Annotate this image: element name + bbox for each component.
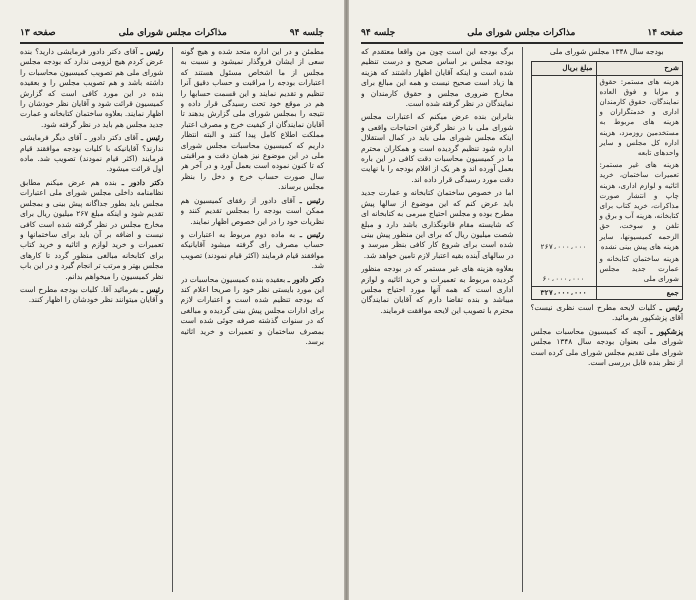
table-total-row [531, 286, 683, 299]
paragraph: دکتر دادور ـ بعقیده بنده کمیسیون محاسبات در این مورد بایستی نظر خود را صریحا اعلام کند که بودجه تنظیم شده است و اعتبارات لازم برای ادارات مجلس پیش بینی گردیده و مبالغی که در سنوات گذشته صرفه جوئی شده است بمصرف ساختمان و تعمیرات و خرید اثاثیه برسد. [180, 274, 324, 346]
paragraph: دکتر دادور ـ بنده هم عرض میکنم مطابق نظامنامه داخلی مجلس شورای ملی اعتبارات مجلس باید بطور جداگانه پیش بینی و بمجلس تقدیم شود و اینکه مبلغ ۲۶۷ میلیون ریال برای مخارج مجلس در نظر گرفته شده است کافی نیست و اضافه بر آن باید برای ساختمانها و تعمیرات و خرید لوازم و اثاثیه و خرید کتاب برای کتابخانه مبالغی منظور گردد تا کارهای مجلس بهتر و مرتب تر انجام گیرد و در این باب نظر کمیسیون را میخواهم بدانم. [20, 177, 164, 281]
budget-heading: بودجه سال ۱۳۴۸ مجلس شورای ملی [549, 47, 664, 56]
left-header-rule [20, 42, 324, 44]
right-page-title: مذاکرات مجلس شورای ملی [467, 28, 576, 38]
table-cell-desc: هزینه ساختمان کتابخانه و عمارت جدید مجلس شورای ملی [596, 253, 683, 286]
table-total-amount: ۳۲۷،۰۰۰،۰۰۰ [531, 286, 596, 299]
right-page-session: جلسه ۹۴ [361, 28, 396, 38]
column-divider [522, 47, 523, 592]
table-cell-amount [531, 75, 596, 159]
table-total-label: جمع [596, 286, 683, 299]
paragraph: رئیس ـ آقای دادور از رفقای کمیسیون هم ممکن است بودجه را بمجلس تقدیم کنند و نظریات خود را در این خصوص اظهار نمایند. [180, 195, 324, 226]
left-page [0, 0, 344, 600]
column-divider [172, 47, 173, 592]
left-page-session: جلسه ۹۴ [289, 28, 324, 38]
after-table-text [531, 303, 684, 368]
table-header-amount: مبلغ بریال [531, 62, 596, 75]
right-page-left-column [361, 47, 514, 592]
paragraph: رئیس ـ به ماده دوم مربوط به اعتبارات و حساب مصرف رای گرفته میشود آقایانیکه موافقند قیام فرمایند (اکثر قیام نمودند) تصویب شد. [180, 229, 324, 271]
left-page-number: صفحه ۱۳ [20, 28, 56, 38]
paragraph: رئیس ـ بفرمائید آقا. کلیات بودجه مطرح است و آقایان میتوانند نظر خودشان را اظهار کنند. [20, 284, 164, 305]
right-page-columns [361, 47, 683, 592]
right-page-right-column [531, 47, 684, 592]
paragraph: اما در خصوص ساختمان کتابخانه و عمارت جدید باید عرض کنم که این موضوع از سالها پیش مطرح بوده و مجلس احتیاج مبرمی به کتابخانه ای که شایسته مقام قانونگذاری باشد دارد و مبلغ شصت میلیون ریال که برای این منظور پیش بینی شده است برای شروع کار کافی بنظر میرسد و در سالهای آینده بقیه اعتبار لازم تامین خواهد شد. [361, 188, 514, 260]
budget-table [531, 61, 684, 299]
paragraph: بنابراین بنده عرض میکنم که اعتبارات مجلس شورای ملی با در نظر گرفتن احتیاجات واقعی و اینکه مجلس شورای ملی باید در کمال استقلال اداره شود تنظیم گردیده است و همکاران محترم ما در کمیسیون محاسبات دقت کافی در این باره بعمل آورده اند و هر یک از اقلام بودجه را با نهایت دقت مورد رسیدگی قرار داده اند. [361, 112, 514, 184]
left-page-columns [20, 47, 324, 592]
left-page-left-column [20, 47, 164, 592]
table-cell-amount: ۲۶۷،۰۰۰،۰۰۰ [531, 159, 596, 253]
left-page-header [20, 26, 324, 40]
table-cell-desc: هزینه های مستمر: حقوق و مزایا و فوق العاده نمایندگان، حقوق کارمندان اداری و خدمتگزاران و هزینه های مربوط به مستخدمین روزمزد، هزینه اداره کل مجلس و سایر واحدهای تابعه [596, 75, 683, 159]
right-page-header [361, 26, 683, 40]
table-header-desc: شرح [596, 62, 683, 75]
paragraph: رئیس ـ کلیات لایحه مطرح است نظری نیست؟ آقای پزشکپور بفرمائید. [530, 302, 683, 323]
table-row [531, 253, 683, 286]
left-page-title: مذاکرات مجلس شورای ملی [118, 28, 227, 38]
table-header-row [531, 62, 683, 75]
table-cell-amount: ۶۰،۰۰۰،۰۰۰ [531, 253, 596, 286]
right-page [349, 0, 696, 600]
paragraph: برگ بودجه این است چون من واقعا معتقدم که بودجه مجلس بر اساس صحیح و درست تنظیم شده است و اینکه آقایان اظهار داشتند که هزینه ها زیاد است صحیح نیست و همه این مبالغ برای مخارج ضروری مجلس و حقوق کارمندان و نمایندگان در نظر گرفته شده است. [361, 47, 514, 109]
right-page-number: صفحه ۱۴ [647, 28, 683, 38]
left-page-right-column [181, 47, 325, 592]
paragraph: پزشکپور ـ آنچه که کمیسیون محاسبات مجلس شورای ملی بعنوان بودجه سال ۱۳۴۸ مجلس شورای ملی تقدیم مجلس شورای ملی کرده است از نظر بنده قابل بررسی است. [530, 326, 683, 367]
table-cell-desc: هزینه های غیر مستمر: تعمیرات ساختمان، خرید اثاثیه و لوازم اداری، هزینه چاپ و انتشار صورت مذاکرات، خرید کتاب برای کتابخانه، هزینه آب و برق و تلفن و سوخت، حق الزحمه کمیسیونها، سایر هزینه های پیش بینی نشده [596, 159, 683, 253]
paragraph: بعلاوه هزینه های غیر مستمر که در بودجه منظور گردیده مربوط به تعمیرات و خرید اثاثیه و لوازم اداری است که همه آنها مورد احتیاج مجلس میباشد و بنده تقاضا دارم که آقایان نمایندگان محترم با تصویب این لایحه موافقت فرمایند. [361, 264, 514, 315]
table-row [531, 75, 683, 159]
right-header-rule [361, 42, 683, 44]
paragraph: رئیس ـ آقای دکتر دادور ـ آقای دیگر فرمایشی ندارند؟ آقایانیکه با کلیات بودجه موافقند قیام فرمایند (اکثر قیام نمودند) تصویب شد. ماده اول قرائت میشود. [20, 133, 164, 174]
paragraph: مطمئن و در این اداره متحد شده و هیچ گونه سعی از ایشان فروگذار نمیشود و نسبت به مجلس از ما اشخاص مسئول هستند که اعتبارات بودجه را مراقبت و حساب دقیق آنرا تنظیم و تقدیم نمایند و این قسمت حسابها را هم در موقع خود تحت رسیدگی قرار داده و نتیجه را بمجلس شورای ملی گزارش بدهند تا آقایان نمایندگان از کیفیت خرج و مصرف اعتبار مملکت اطلاع کامل پیدا کنند و البته انتظار داریم که کمیسیون محاسبات مجلس شورای ملی در این موضوع نیز همان دقت و مراقبتی که تا کنون نموده است بعمل آورد و در آخر هر سال صورت حساب خرج و دخل را بنظر مجلس برساند. [180, 47, 324, 192]
table-row [531, 159, 683, 253]
paragraph: رئیس ـ آقای دکتر دادور فرمایشی دارید؟ بنده عرض کردم هیچ لزومی ندارد که بودجه مجلس شورای ملی هم تصویب کمیسیون محاسبات را داشته باشد و هم تصویب مجلس را و بعقیده بنده در این مورد کافی است که گزارش کمیسیون قرائت شود و آقایان نظر خودشان را اظهار نمایند. بعلاوه ساختمان کتابخانه و عمارت جدید مجلس هم باید در نظر گرفته شود. [20, 47, 164, 129]
